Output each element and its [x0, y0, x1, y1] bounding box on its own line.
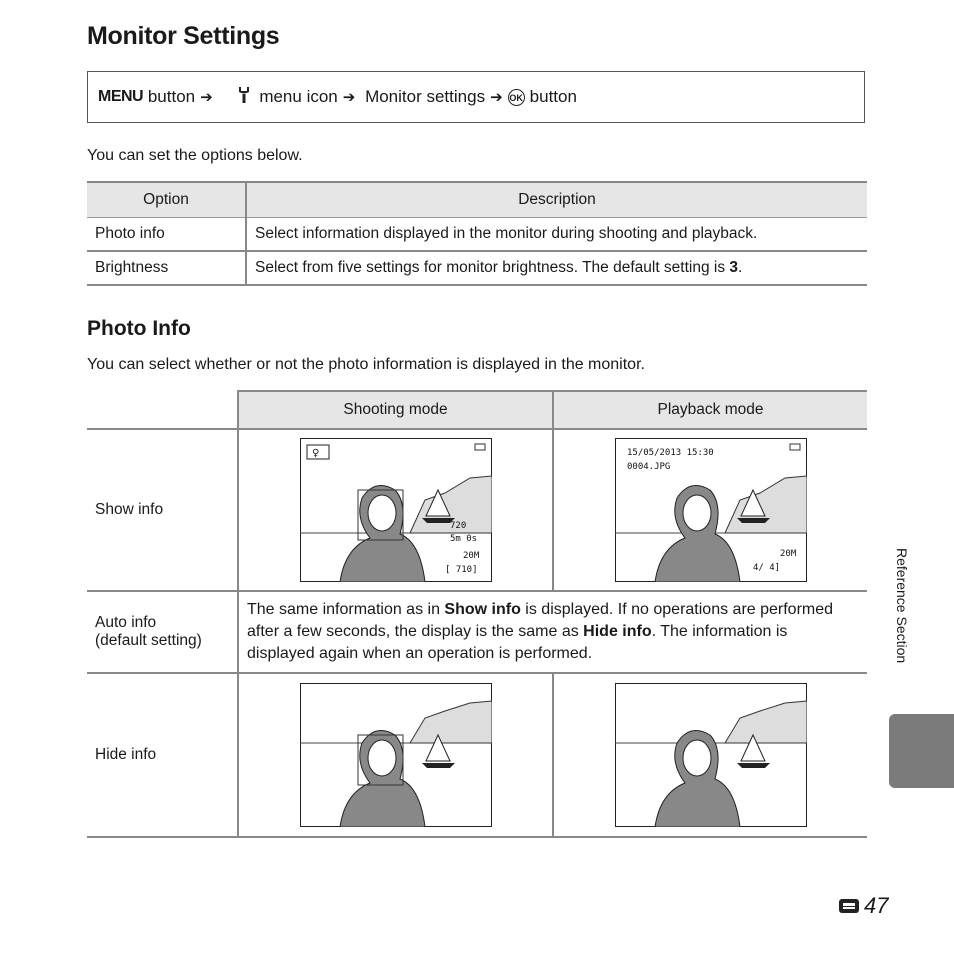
page-title: Monitor Settings — [87, 22, 280, 50]
options-table — [87, 181, 867, 286]
reference-section-icon — [838, 895, 860, 917]
nav-monitor-settings-text: Monitor settings — [360, 87, 486, 106]
nav-button-text-2: button — [529, 87, 577, 106]
description-cell: Select information displayed in the monitor during shooting and playback. — [246, 218, 867, 252]
frame-count-label: 4/ 4] — [752, 563, 780, 573]
table-row — [87, 251, 867, 285]
photo-info-table — [87, 390, 867, 838]
table-row — [87, 591, 867, 673]
description-cell: Select from five settings for monitor brightness. The default setting is 3. — [246, 251, 867, 285]
exposures-label: [ 710] — [444, 565, 478, 575]
section-side-label: Reference Section — [894, 548, 910, 664]
table-row — [87, 673, 867, 837]
shooting-screen-hide — [238, 673, 553, 837]
quality-label: 20M — [779, 549, 796, 559]
nav-menu-icon-text: menu icon — [254, 87, 338, 106]
navigation-path-box — [87, 71, 865, 123]
playback-mode-header: Playback mode — [553, 391, 867, 429]
file-name-label: 0004.JPG — [626, 462, 670, 472]
intro-text: You can set the options below. — [87, 147, 303, 164]
shooting-screen-show — [238, 429, 553, 591]
arrow-right-icon: ➔ — [200, 89, 213, 106]
camera-screen-image — [615, 683, 807, 827]
wrench-icon — [218, 66, 251, 129]
page-number: 47 — [838, 893, 888, 919]
table-row — [87, 218, 867, 252]
nav-button-text: button — [143, 87, 196, 106]
shooting-mode-header: Shooting mode — [238, 391, 553, 429]
playback-screen-hide — [553, 673, 867, 837]
svg-text:♀: ♀ — [311, 448, 319, 459]
section-tab — [889, 714, 954, 788]
camera-screen-image — [300, 683, 492, 827]
arrow-right-icon: ➔ — [342, 89, 356, 106]
table-row — [87, 429, 867, 591]
show-info-label: Show info — [87, 429, 238, 591]
ok-button-icon: OK — [508, 89, 525, 106]
auto-info-label: Auto info (default setting) — [87, 591, 238, 673]
option-cell: Photo info — [87, 218, 246, 252]
option-header: Option — [87, 182, 246, 218]
option-cell: Brightness — [87, 251, 246, 285]
image-size-label: 720 — [449, 521, 466, 531]
camera-screen-image — [300, 438, 492, 582]
quality-label: 20M — [462, 551, 479, 561]
auto-info-description: The same information as in Show info is displayed. If no operations are performed after a few seconds, the display is the same as Hide info. The information is displayed again when an operation is performed. — [238, 591, 867, 673]
playback-screen-show — [553, 429, 867, 591]
menu-button-glyph: MENU — [98, 88, 144, 105]
camera-screen-image — [615, 438, 807, 582]
time-remaining-label: 5m 0s — [449, 534, 477, 544]
description-header: Description — [246, 182, 867, 218]
empty-header — [87, 391, 238, 429]
arrow-right-icon: ➔ — [490, 89, 503, 106]
section-heading: Photo Info — [87, 317, 191, 340]
hide-info-label: Hide info — [87, 673, 238, 837]
section-intro-text: You can select whether or not the photo information is displayed in the monitor. — [87, 356, 645, 373]
date-time-label: 15/05/2013 15:30 — [626, 448, 714, 458]
